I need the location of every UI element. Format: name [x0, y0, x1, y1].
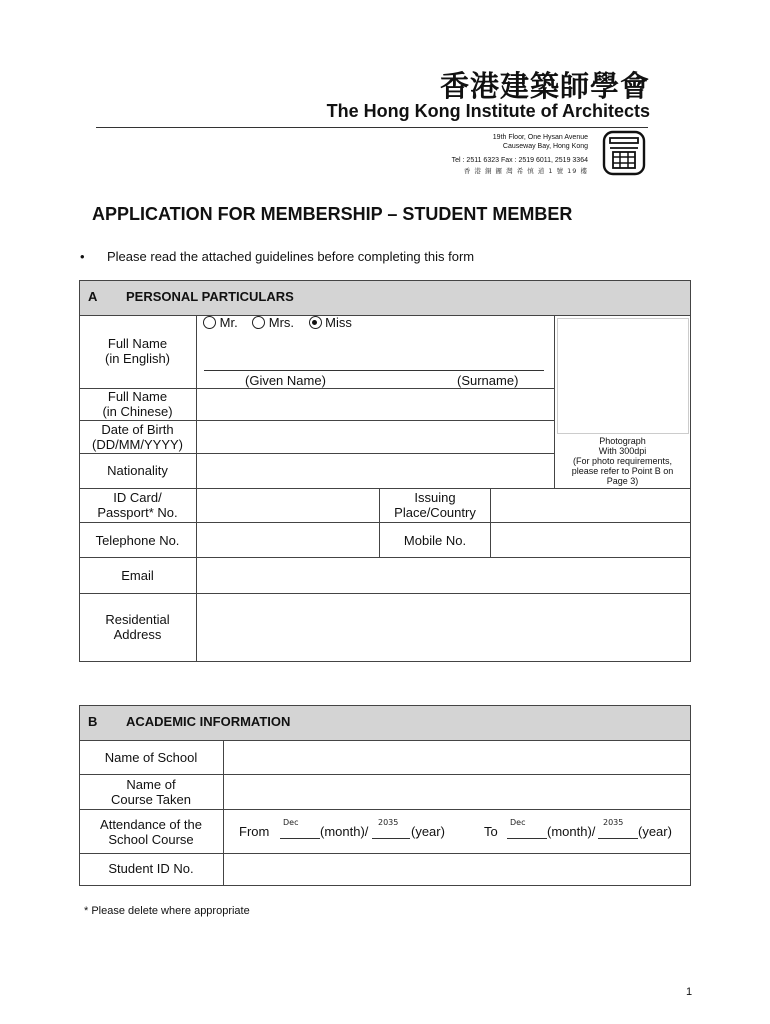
from-year-value[interactable]: 2035 [378, 818, 399, 827]
photo-note-3: (For photo requirements, [572, 456, 673, 466]
course-label-1: Name of [126, 777, 176, 792]
dob-field[interactable] [198, 422, 553, 452]
full-name-chinese-label-2: (in Chinese) [102, 404, 173, 419]
id-label-1: ID Card/ [113, 490, 162, 505]
header-rule [96, 127, 648, 128]
mobile-field[interactable] [492, 524, 689, 556]
address-label-1: Residential [105, 612, 170, 627]
school-label: Name of School [104, 750, 198, 765]
page-number: 1 [686, 986, 693, 998]
from-month-label: (month)/ [320, 824, 369, 839]
footnote: * Please delete where appropriate [84, 905, 250, 917]
telephone-field[interactable] [198, 524, 378, 556]
nationality-label: Nationality [107, 463, 168, 478]
from-month-value[interactable]: Dec [283, 818, 299, 827]
org-name-chinese: 香港建築師學會 [439, 69, 650, 103]
radio-miss[interactable] [309, 316, 322, 329]
full-name-english-label-1: Full Name [107, 336, 168, 351]
id-label-2: Passport* No. [97, 505, 178, 520]
student-id-label: Student ID No. [108, 861, 194, 876]
instruction-bullet: • [80, 249, 85, 264]
radio-mr[interactable] [203, 316, 216, 329]
section-b-title: ACADEMIC INFORMATION [126, 714, 291, 729]
course-label-2: Course Taken [111, 792, 191, 807]
salutation-mr-label: Mr. [219, 315, 238, 330]
nationality-field[interactable] [198, 455, 553, 487]
salutation-group [203, 315, 352, 330]
attendance-label-2: School Course [108, 832, 194, 847]
from-label: From [239, 824, 270, 839]
full-name-english-label [79, 336, 196, 366]
address-line-1: 19th Floor, One Hysan Avenue [492, 134, 588, 141]
surname-label: (Surname) [457, 373, 519, 388]
section-a-header [79, 280, 691, 316]
photo-box[interactable] [557, 318, 689, 434]
given-name-label: (Given Name) [245, 373, 326, 388]
student-id-field[interactable] [225, 855, 689, 885]
radio-mrs[interactable] [252, 316, 265, 329]
course-label [79, 777, 223, 807]
from-year-label: (year) [411, 824, 445, 839]
full-name-chinese-label [79, 389, 196, 419]
form-title: APPLICATION FOR MEMBERSHIP – STUDENT MEMBER [92, 204, 573, 224]
address-label [79, 612, 196, 642]
course-field[interactable] [225, 776, 689, 808]
to-month-value[interactable]: Dec [510, 818, 526, 827]
hkia-logo-icon [602, 130, 646, 176]
attendance-label-1: Attendance of the [100, 817, 202, 832]
salutation-mrs-label: Mrs. [268, 315, 295, 330]
address-chinese: 香 港 銅 鑼 灣 希 慎 道 1 號 19 樓 [463, 167, 588, 175]
full-name-english-label-2: (in English) [104, 351, 171, 366]
address-line-2: Causeway Bay, Hong Kong [502, 143, 588, 150]
email-label: Email [121, 568, 154, 583]
to-month-label: (month)/ [547, 824, 596, 839]
salutation-miss-label: Miss [325, 315, 352, 330]
issuing-field[interactable] [492, 490, 689, 521]
to-label: To [484, 824, 498, 839]
address-field[interactable] [198, 595, 689, 660]
issuing-label-1: Issuing [414, 490, 456, 505]
photo-note-5: Page 3) [606, 476, 639, 486]
email-field[interactable] [198, 559, 689, 592]
mobile-label: Mobile No. [403, 533, 467, 548]
dob-label-2: (DD/MM/YYYY) [92, 437, 183, 452]
address-label-2: Address [113, 627, 162, 642]
photo-note-4: please refer to Point B on [571, 466, 674, 476]
to-year-value[interactable]: 2035 [603, 818, 624, 827]
telephone-label: Telephone No. [95, 533, 180, 548]
to-year-label: (year) [638, 824, 672, 839]
photo-note [555, 436, 690, 486]
dob-label [79, 422, 196, 452]
full-name-chinese-field[interactable] [198, 390, 553, 419]
id-passport-label [79, 490, 196, 520]
issuing-label-2: Place/Country [394, 505, 476, 520]
issuing-label [380, 490, 490, 520]
section-a-title: PERSONAL PARTICULARS [126, 289, 294, 304]
full-name-chinese-label-1: Full Name [107, 389, 168, 404]
photo-note-1: Photograph [599, 436, 646, 446]
org-name-english: The Hong Kong Institute of Architects [326, 101, 650, 121]
attendance-label [79, 817, 223, 847]
full-name-english-field[interactable] [204, 370, 544, 371]
school-field[interactable] [225, 742, 689, 773]
tel-fax: Tel : 2511 6323 Fax : 2519 6011, 2519 3364 [451, 157, 588, 164]
section-b-letter: B [88, 714, 98, 729]
section-b-header [79, 705, 691, 741]
id-passport-field[interactable] [198, 490, 378, 521]
section-a-letter: A [88, 289, 98, 304]
instruction-text: Please read the attached guidelines before completing this form [107, 249, 475, 264]
photo-note-2: With 300dpi [598, 446, 647, 456]
dob-label-1: Date of Birth [101, 422, 174, 437]
